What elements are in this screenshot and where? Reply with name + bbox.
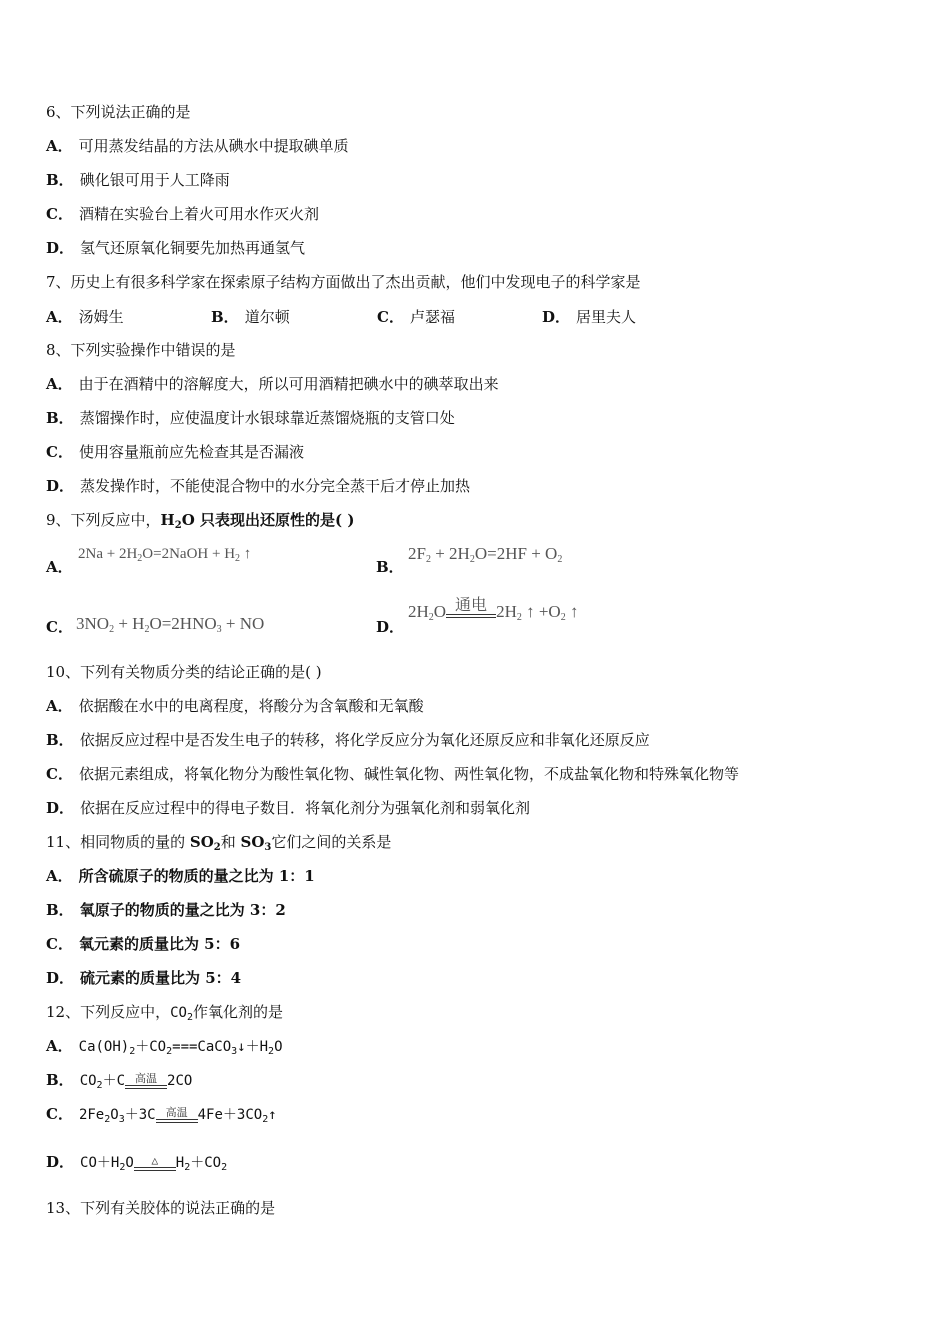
question-12-option-c[interactable]: C． $2Fe_2O_3+3C$ 高温 $4Fe+3CO_2↑$ — [46, 1105, 277, 1125]
question-6-stem: 6、下列说法正确的是 — [46, 103, 191, 121]
question-12-option-b[interactable]: B． $CO_2+C$ 高温 2CO — [46, 1071, 193, 1091]
question-9-option-a[interactable]: A． — [46, 558, 73, 576]
question-11-option-a[interactable]: A． 所含硫原子的物质的量之比为 1：1 — [46, 867, 315, 885]
question-9-option-c[interactable]: C． — [46, 618, 73, 636]
question-8-option-c[interactable]: C． 使用容量瓶前应先检查其是否漏液 — [46, 443, 304, 461]
question-9-row-1 — [46, 544, 846, 580]
question-6-option-a[interactable]: A． 可用蒸发结晶的方法从碘水中提取碘单质 — [46, 137, 349, 155]
question-11-option-b[interactable]: B． 氧原子的物质的量之比为 3：2 — [46, 901, 286, 919]
question-12-option-d[interactable]: D． $CO+H_2O$ △ $H_2+CO_2$ — [46, 1153, 228, 1173]
question-7-option-d[interactable]: D． 居里夫人 — [542, 308, 637, 326]
question-8-option-d[interactable]: D． 蒸发操作时，不能使混合物中的水分完全蒸干后才停止加热 — [46, 477, 471, 495]
question-9-row-2 — [46, 598, 846, 642]
question-13-stem: 13、下列有关胶体的说法正确的是 — [46, 1199, 276, 1217]
question-12-stem: 12、下列反应中，$CO_2$作氧化剂的是 — [46, 1003, 283, 1023]
question-10-option-d[interactable]: D． 依据在反应过程中的得电子数目．将氧化剂分为强氧化剂和弱氧化剂 — [46, 799, 531, 817]
question-10-stem: 10、下列有关物质分类的结论正确的是( ) — [46, 663, 322, 681]
question-9-stem: 9、下列反应中，$H_2O$ 只表现出还原性的是( ) — [46, 511, 355, 531]
question-7-options — [46, 306, 746, 326]
question-6-option-b[interactable]: B． 碘化银可用于人工降雨 — [46, 171, 230, 189]
question-7-option-a[interactable]: A． 汤姆生 — [46, 308, 124, 326]
question-11-stem: 11、相同物质的量的 $SO_2$和 $SO_3$它们之间的关系是 — [46, 833, 392, 853]
question-9-formula-a: $2Na + 2H_2O=2NaOH + H_2$ ↑ — [78, 546, 252, 564]
question-10-option-b[interactable]: B． 依据反应过程中是否发生电子的转移，将化学反应分为氧化还原反应和非氧化还原反应 — [46, 731, 650, 749]
question-8-option-a[interactable]: A． 由于在酒精中的溶解度大，所以可用酒精把碘水中的碘萃取出来 — [46, 375, 499, 393]
question-9-option-b[interactable]: B． — [376, 558, 404, 576]
question-9-formula-c: $3NO_2 + H_2O=2HNO_3$ + NO — [76, 614, 265, 635]
question-6-option-c[interactable]: C． 酒精在实验台上着火可用水作灭火剂 — [46, 205, 319, 223]
question-11-option-c[interactable]: C． 氧元素的质量比为 5：6 — [46, 935, 241, 953]
question-7-option-c[interactable]: C． 卢瑟福 — [377, 308, 455, 326]
question-12-option-a[interactable]: A． $Ca(OH)_2+CO_2===CaCO_3↓+H_2O$ — [46, 1037, 283, 1057]
question-8-stem: 8、下列实验操作中错误的是 — [46, 341, 236, 359]
question-9-formula-d: $2H_2O$ 通电 $2H_2$ ↑ $+O_2$ ↑ — [408, 597, 579, 623]
question-7-stem: 7、历史上有很多科学家在探索原子结构方面做出了杰出贡献，他们中发现电子的科学家是 — [46, 273, 641, 291]
question-10-option-a[interactable]: A． 依据酸在水中的电离程度，将酸分为含氧酸和无氧酸 — [46, 697, 424, 715]
question-9-option-d[interactable]: D． — [376, 618, 405, 636]
question-11-option-d[interactable]: D． 硫元素的质量比为 5：4 — [46, 969, 242, 987]
question-10-option-c[interactable]: C． 依据元素组成，将氧化物分为酸性氧化物、碱性氧化物、两性氧化物，不成盐氧化物和特殊氧化物等 — [46, 765, 739, 783]
question-8-option-b[interactable]: B． 蒸馏操作时，应使温度计水银球靠近蒸馏烧瓶的支管口处 — [46, 409, 455, 427]
question-7-option-b[interactable]: B． 道尔顿 — [211, 308, 290, 326]
question-9-formula-b: $2F_2 + 2H_2O=2HF + O_2$ — [408, 544, 563, 565]
question-6-option-d[interactable]: D． 氢气还原氧化铜要先加热再通氢气 — [46, 239, 306, 257]
